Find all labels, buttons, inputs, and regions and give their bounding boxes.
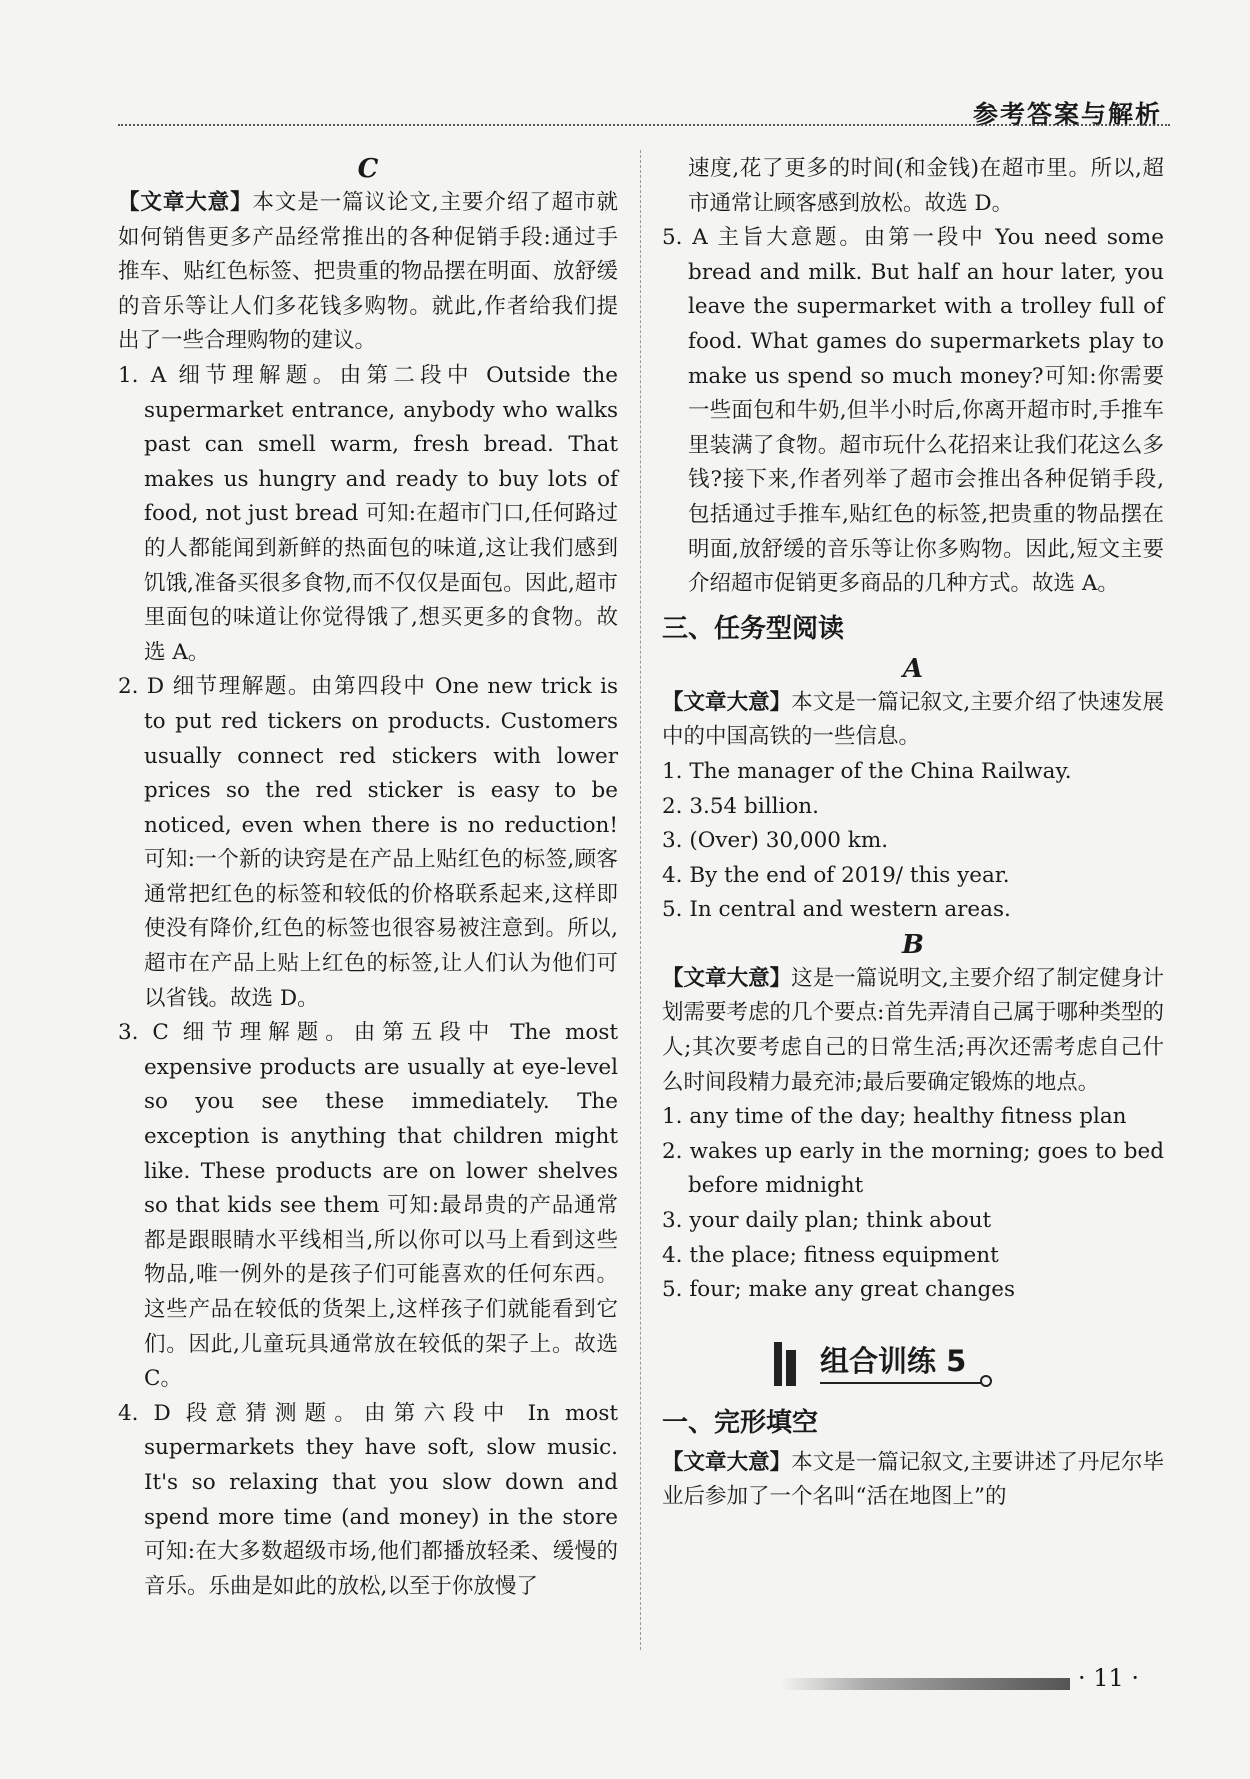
left-column xyxy=(118,152,618,1604)
summary-text-a: 本文是一篇记叙文,主要介绍了快速发展中的中国高铁的一些信息。 xyxy=(662,689,1164,750)
summary-paragraph-a xyxy=(662,686,1164,755)
page-header-title: 参考答案与解析 xyxy=(972,100,1162,129)
section-letter-b: B xyxy=(902,929,924,960)
answer-explanation-2: 2. D 细节理解题。由第四段中 One new trick is to put red tickers on products. Customers usually connect red stickers with lower prices so the red sticker is easy to be noticed, even when there is no reduction! 可知:一个新的诀窍是在产品上贴红色的标签,顾客通常把红色的标签和较低的价格联系起来,这样即使没有降价,红色的标签也很容易被注意到。所以,超市在产品上贴上红色的标签,让人们认为他们可以省钱。故选 D。 xyxy=(118,674,618,1011)
section-heading-task-reading: 三、任务型阅读 xyxy=(662,613,845,644)
page-number: · 11 · xyxy=(1078,1664,1140,1692)
right-column xyxy=(662,152,1164,1515)
header-dotted-rule xyxy=(118,124,1170,126)
answer-explanation-3: 3. C 细节理解题。由第五段中 The most expensive products are usually at eye-level so you see these immediately. The exception is anything that children might like. These products are on lower shelves so that kids see them 可知:最昂贵的产品通常都是跟眼睛水平线相当,所以你可以马上看到这些物品,唯一例外的是孩子们可能喜欢的任何东西。这些产品在较低的货架上,这样孩子们就能看到它们。因此,儿童玩具通常放在较低的架子上。故选 C。 xyxy=(118,1020,618,1392)
answer-explanation-1: 1. A 细节理解题。由第二段中 Outside the supermarket entrance, anybody who walks past can smell warm, fresh bread. That makes us hungry and ready to buy lots of food, not just bread 可知:在超市门口,任何路过的人都能闻到新鲜的热面包的味道,这让我们感到饥饿,准备买很多食物,而不仅仅是面包。因此,超市里面包的味道让你觉得饿了,想买更多的食物。故选 A。 xyxy=(118,362,618,665)
answer-explanation-4: 4. D 段意猜测题。由第六段中 In most supermarkets they have soft, slow music. It's so relaxing that you slow down and spend more time (and money) in the store 可知:在大多数超级市场,他们都播放轻柔、缓慢的音乐。乐曲是如此的放松,以至于你放慢了 xyxy=(118,1400,618,1599)
summary-paragraph-b xyxy=(662,962,1164,1100)
summary-tag: 【文章大意】 xyxy=(118,190,253,215)
book-icon xyxy=(772,1342,798,1386)
answer-a-2: 2. 3.54 billion. xyxy=(662,793,819,819)
footer-gradient-bar xyxy=(780,1678,1070,1690)
answer-b-4: 4. the place; fitness equipment xyxy=(662,1242,999,1268)
answer-a-4: 4. By the end of 2019/ this year. xyxy=(662,862,1010,888)
summary-text-b: 这是一篇说明文,主要介绍了制定健身计划需要考虑的几个要点:首先弄清自己属于哪种类型的人;其次要考虑自己的日常生活;再次还需考虑自己什么时间段精力最充沛;最后要确定锻炼的地点。 xyxy=(662,965,1164,1095)
summary-tag-cloze: 【文章大意】 xyxy=(662,1449,792,1475)
section-letter-a: A xyxy=(902,653,924,684)
summary-paragraph xyxy=(118,186,618,359)
answer-explanation-4-continued: 速度,花了更多的时间(和金钱)在超市里。所以,超市通常让顾客感到放松。故选 D。 xyxy=(688,156,1164,216)
answer-b-2: 2. wakes up early in the morning; goes to bed before midnight xyxy=(662,1138,1164,1199)
summary-text: 本文是一篇议论文,主要介绍了超市就如何销售更多产品经常推出的各种促销手段:通过手推车、贴红色标签、把贵重的物品摆在明面、放舒缓的音乐等让人们多花钱多购物。就此,作者给我们提出了一些合理购物的建议。 xyxy=(118,190,618,354)
answer-a-1: 1. The manager of the China Railway. xyxy=(662,758,1072,784)
section-letter-c: C xyxy=(357,154,379,184)
answer-a-5: 5. In central and western areas. xyxy=(662,897,1011,923)
answer-b-5: 5. four; make any great changes xyxy=(662,1277,1016,1303)
summary-tag-a: 【文章大意】 xyxy=(662,689,792,715)
answer-b-1: 1. any time of the day; healthy fitness plan xyxy=(662,1104,1127,1130)
section-heading-cloze: 一、完形填空 xyxy=(662,1407,819,1438)
column-divider xyxy=(640,150,641,1650)
summary-tag-b: 【文章大意】 xyxy=(662,965,792,991)
answer-explanation-5: 5. A 主旨大意题。由第一段中 You need some bread and milk. But half an hour later, you leave the supermarket with a trolley full of food. What games do supermarkets play to make us spend so much money?可知:你需要一些面包和牛奶,但半小时后,你离开超市时,手推车里装满了食物。超市玩什么花招来让我们花这么多钱?接下来,作者列举了超市会推出各种促销手段,包括通过手推车,贴红色的标签,把贵重的物品摆在明面,放舒缓的音乐等让你多购物。因此,短文主要介绍超市促销更多商品的几种方式。故选 A。 xyxy=(662,225,1164,597)
group-training-title: 组合训练 5 xyxy=(820,1344,986,1385)
group-training-banner xyxy=(772,1342,1164,1386)
summary-paragraph-cloze xyxy=(662,1446,1164,1515)
answer-a-3: 3. (Over) 30,000 km. xyxy=(662,828,889,854)
answer-b-3: 3. your daily plan; think about xyxy=(662,1208,992,1234)
summary-text-cloze: 本文是一篇记叙文,主要讲述了丹尼尔毕业后参加了一个名叫“活在地图上”的 xyxy=(662,1449,1164,1510)
